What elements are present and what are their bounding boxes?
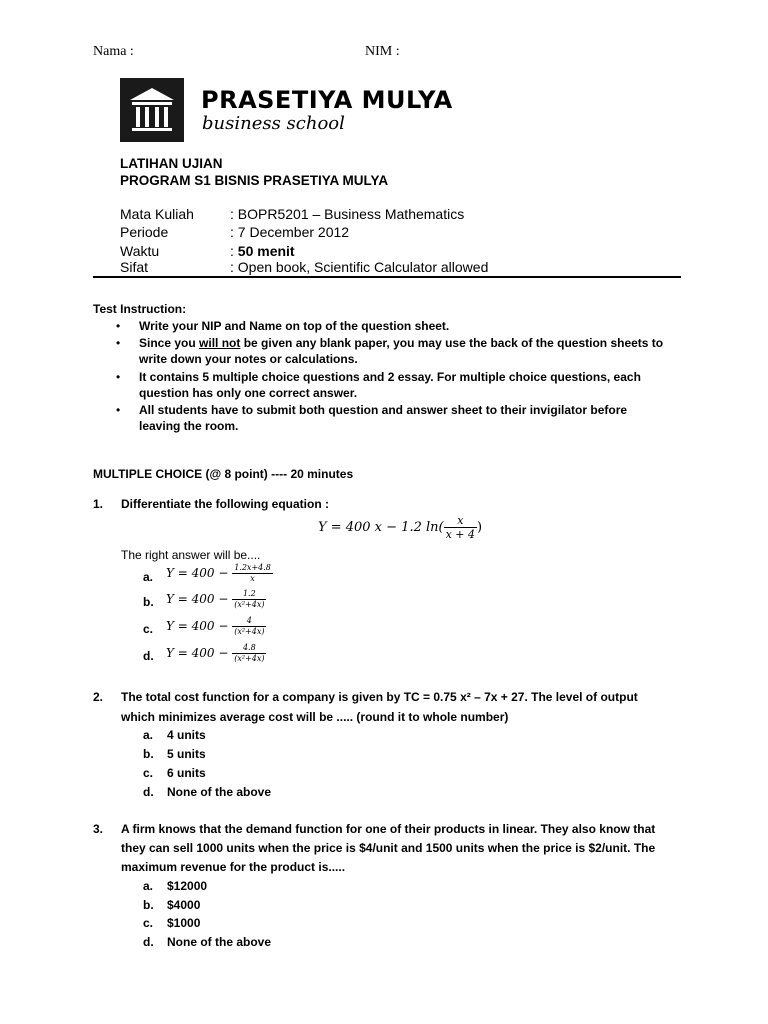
q1-option-d-letter: d. <box>143 649 154 663</box>
q2-line1: The total cost function for a company is given by TC = 0.75 x² – 7x + 27. The level of output <box>121 690 638 704</box>
q3-line1: A firm knows that the demand function for one of their products in linear. They also know that <box>121 822 656 836</box>
q1-option-a-fraction <box>232 563 273 584</box>
bullet-icon: • <box>116 370 121 384</box>
q2-option-c-letter: c. <box>143 766 154 780</box>
bullet-icon: • <box>116 319 121 333</box>
meta-type-label: Sifat <box>120 259 149 275</box>
q1-eq-left: Y = 400 x − 1.2 ln( <box>318 520 444 535</box>
q1-option-a-num: 1.2x+4.8 <box>234 563 271 572</box>
q2-option-d[interactable]: None of the above <box>167 785 272 799</box>
q1-option-a-prefix: Y = 400 − <box>166 566 233 580</box>
meta-period <box>120 224 580 242</box>
q3-line3: maximum revenue for the product is..... <box>121 860 346 874</box>
q3-option-a[interactable]: $12000 <box>167 879 208 893</box>
q1-option-d-prefix: Y = 400 − <box>166 646 233 660</box>
q1-option-d[interactable] <box>166 643 266 664</box>
q1-eq-fraction <box>444 514 477 541</box>
brand-subtitle: business school <box>202 113 345 134</box>
q2-line2: which minimizes average cost will be ..... (round it to whole number) <box>121 710 509 724</box>
section-heading: MULTIPLE CHOICE (@ 8 point) ---- 20 minutes <box>93 467 354 481</box>
q1-option-b-den: (x²+4x) <box>234 600 265 609</box>
q1-option-a-den: x <box>250 574 255 583</box>
program-title: PROGRAM S1 BISNIS PRASETIYA MULYA <box>120 173 389 188</box>
q1-eq-right: ) <box>477 520 483 535</box>
q2-number: 2. <box>93 690 104 704</box>
q1-option-c-den: (x²+4x) <box>234 627 265 636</box>
meta-course-value: : BOPR5201 – Business Mathematics <box>230 206 465 222</box>
q1-option-c-letter: c. <box>143 622 154 636</box>
q3-option-c-letter: c. <box>143 916 154 930</box>
q1-equation <box>318 514 482 541</box>
school-logo-icon <box>120 78 184 142</box>
nama-label: Nama : <box>93 44 134 59</box>
instruction-heading: Test Instruction: <box>93 302 187 316</box>
bullet-icon: • <box>116 403 121 417</box>
q1-option-b[interactable] <box>166 589 266 610</box>
q1-option-d-num: 4.8 <box>232 643 266 654</box>
meta-course <box>120 206 580 224</box>
q1-option-b-num: 1.2 <box>232 589 266 600</box>
q1-number: 1. <box>93 497 104 511</box>
q1-option-b-prefix: Y = 400 − <box>166 592 233 606</box>
nim-label: NIM : <box>365 44 400 59</box>
q3-option-b-letter: b. <box>143 898 154 912</box>
q3-line2: they can sell 1000 units when the price is $4/unit and 1500 units when the price is $2/unit. The <box>121 841 656 855</box>
q1-option-a-letter: a. <box>143 570 154 584</box>
q3-option-a-letter: a. <box>143 879 154 893</box>
q2-option-b[interactable]: 5 units <box>167 747 206 761</box>
meta-time-prefix: : <box>230 243 238 259</box>
instruction-3: It contains 5 multiple choice questions and 2 essay. For multiple choice questions, each <box>139 370 641 384</box>
q2-option-d-letter: d. <box>143 785 154 799</box>
meta-time-label: Waktu <box>120 243 160 259</box>
instruction-4: All students have to submit both question and answer sheet to their invigilator before <box>139 403 628 417</box>
instruction-3-cont: question has only one correct answer. <box>139 386 358 400</box>
q3-option-b[interactable]: $4000 <box>167 898 201 912</box>
q1-eq-den: x + 4 <box>445 528 476 541</box>
meta-time-bold: 50 menit <box>237 243 295 259</box>
header-divider <box>93 276 681 278</box>
meta-time-value <box>230 243 295 259</box>
q1-option-c-prefix: Y = 400 − <box>166 619 233 633</box>
q2-option-c[interactable]: 6 units <box>167 766 206 780</box>
q2-option-a[interactable]: 4 units <box>167 728 206 742</box>
bullet-icon: • <box>116 336 121 350</box>
meta-period-value: : 7 December 2012 <box>230 224 350 240</box>
q1-text: Differentiate the following equation : <box>121 497 329 511</box>
q1-option-d-fraction <box>232 643 266 664</box>
q1-option-b-fraction <box>232 589 266 610</box>
q3-number: 3. <box>93 822 104 836</box>
q2-option-b-letter: b. <box>143 747 154 761</box>
exam-title: LATIHAN UJIAN <box>120 156 223 171</box>
meta-type <box>120 259 580 277</box>
q1-option-c[interactable] <box>166 616 266 637</box>
q1-option-a[interactable] <box>166 563 273 584</box>
instruction-2b: be given any blank paper, you may use the back of the question sheets to <box>240 336 664 350</box>
q1-eq-num: x <box>444 514 477 528</box>
q3-option-d-letter: d. <box>143 935 154 949</box>
instruction-2a: Since you <box>139 336 200 350</box>
q3-option-c[interactable]: $1000 <box>167 916 201 930</box>
brand-name: PRASETIYA MULYA <box>201 86 453 114</box>
instruction-2-underline: will not <box>199 336 241 350</box>
q1-answer-lead: The right answer will be.... <box>121 548 261 562</box>
instruction-1: Write your NIP and Name on top of the question sheet. <box>139 319 450 333</box>
instruction-2-cont: write down your notes or calculations. <box>139 352 358 366</box>
meta-course-label: Mata Kuliah <box>120 206 194 222</box>
q1-option-c-fraction <box>232 616 266 637</box>
instruction-2 <box>139 336 663 350</box>
meta-type-value: : Open book, Scientific Calculator allowed <box>230 259 489 275</box>
meta-period-label: Periode <box>120 224 169 240</box>
instruction-4-cont: leaving the room. <box>139 419 239 433</box>
q1-option-c-num: 4 <box>232 616 266 627</box>
q1-option-d-den: (x²+4x) <box>234 654 265 663</box>
q3-option-d[interactable]: None of the above <box>167 935 272 949</box>
q1-option-b-letter: b. <box>143 595 154 609</box>
q2-option-a-letter: a. <box>143 728 154 742</box>
